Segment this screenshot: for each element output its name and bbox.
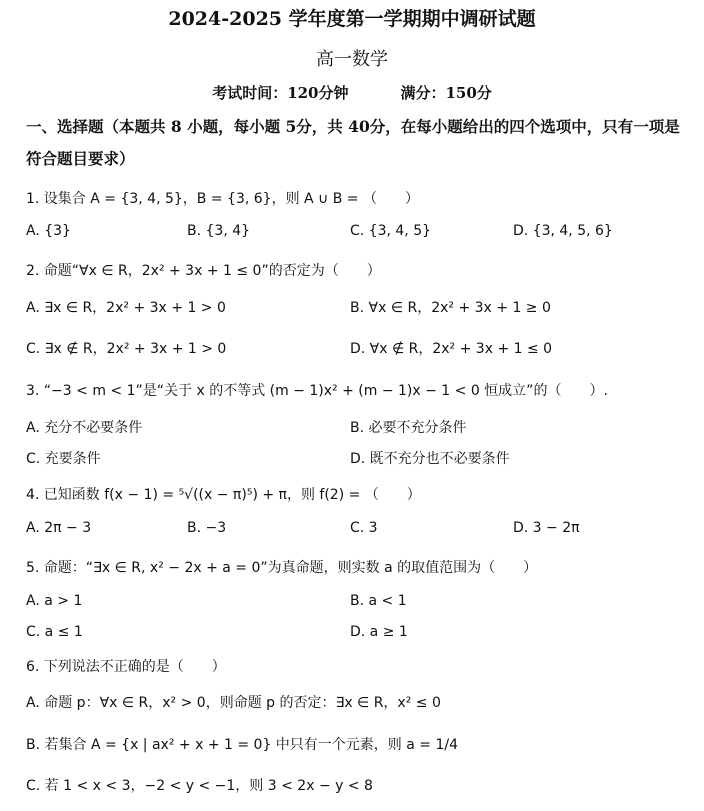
q1-option-a: A. {3}: [26, 223, 71, 239]
full-score: 满分：150分: [400, 84, 492, 102]
q2-option-d: D. ∀x ∉ R，2x² + 3x + 1 ≤ 0: [350, 341, 553, 357]
question-3-stem: 3. “−3 < m < 1”是“关于 x 的不等式 (m − 1)x² + (m − 1)x − 1 < 0 恒成立”的（ ）.: [26, 383, 608, 399]
q5-option-d: D. a ≥ 1: [350, 624, 408, 640]
exam-title: 2024-2025 学年度第一学期期中调研试题: [168, 8, 536, 30]
q6-option-b: B. 若集合 A = {x | ax² + x + 1 = 0} 中只有一个元素，则 a = 1/4: [26, 737, 458, 753]
q4-option-a: A. 2π − 3: [26, 520, 92, 536]
q2-option-a: A. ∃x ∈ R，2x² + 3x + 1 > 0: [26, 300, 226, 316]
q5-option-a: A. a > 1: [26, 593, 83, 609]
question-5-stem: 5. 命题：“∃x ∈ R, x² − 2x + a = 0”为真命题，则实数 a 的取值范围为（ ）: [26, 560, 538, 576]
q4-option-b: B. −3: [187, 520, 227, 536]
exam-subtitle: 高一数学: [316, 49, 388, 70]
q3-option-a: A. 充分不必要条件: [26, 420, 143, 436]
q3-option-d: D. 既不充分也不必要条件: [350, 451, 510, 467]
q1-option-d: D. {3, 4, 5, 6}: [513, 223, 613, 239]
section-heading: 一、选择题（本题共 8 小题，每小题 5分，共 40分，在每小题给出的四个选项中，只有一项是符合题目要求）: [26, 117, 680, 168]
q4-option-d: D. 3 − 2π: [513, 520, 580, 536]
question-1-stem: 1. 设集合 A = {3, 4, 5}，B = {3, 6}，则 A ∪ B = （ ）: [26, 191, 419, 207]
q6-option-a: A. 命题 p：∀x ∈ R，x² > 0，则命题 p 的否定：∃x ∈ R，x² ≤ 0: [26, 695, 441, 711]
q2-option-c: C. ∃x ∉ R，2x² + 3x + 1 > 0: [26, 341, 227, 357]
q5-option-b: B. a < 1: [350, 593, 407, 609]
q4-option-c: C. 3: [350, 520, 378, 536]
q6-option-c: C. 若 1 < x < 3，−2 < y < −1，则 3 < 2x − y < 8: [26, 778, 373, 794]
question-2-stem: 2. 命题“∀x ∈ R，2x² + 3x + 1 ≤ 0”的否定为（ ）: [26, 263, 381, 279]
q5-option-c: C. a ≤ 1: [26, 624, 83, 640]
q3-option-c: C. 充要条件: [26, 451, 101, 467]
q2-option-b: B. ∀x ∈ R，2x² + 3x + 1 ≥ 0: [350, 300, 551, 316]
q1-option-c: C. {3, 4, 5}: [350, 223, 432, 239]
question-6-stem: 6. 下列说法不正确的是（ ）: [26, 659, 226, 675]
exam-time: 考试时间：120分钟: [212, 84, 349, 102]
q3-option-b: B. 必要不充分条件: [350, 420, 467, 436]
q1-option-b: B. {3, 4}: [187, 223, 251, 239]
exam-info: [0, 82, 704, 103]
question-4-stem: 4. 已知函数 f(x − 1) = ⁵√((x − π)⁵) + π，则 f(2) = （ ）: [26, 487, 421, 503]
